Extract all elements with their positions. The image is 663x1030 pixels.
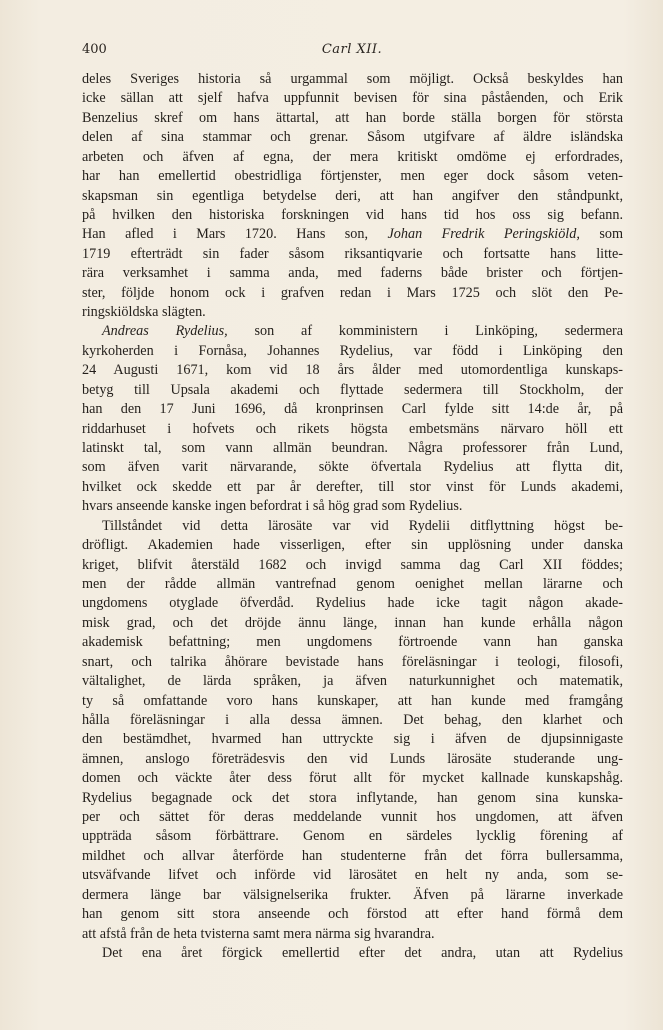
text-line: skapsman sin egentliga betydelse deri, att han angifver den ståndpunkt, xyxy=(82,187,623,204)
text-line: uppträda såsom förbättrare. Genom en särdeles lycklig förening af xyxy=(82,828,623,845)
page-header xyxy=(82,42,622,62)
text-line: dröfligt. Akademien hade visserligen, efter sin upplösning under danska xyxy=(82,537,623,554)
text-line: den bestämdhet, hvarmed han uttryckte sig i äfven de djupsinnigaste xyxy=(82,731,623,748)
text-line: domen och väckte åter dess förut allt för mycket kallnade kunskapshåg. xyxy=(82,770,623,787)
text-line: snart, och talrika åhörare bevistade hans föreläsningar i teologi, filosofi, xyxy=(82,653,623,670)
text-line: misk grad, och det dröjde ännu länge, innan han kunde erhålla någon xyxy=(82,614,623,631)
text-line: som äfven varit närvarande, sökte öfvertala Rydelius att flytta dit, xyxy=(82,459,623,476)
text-line: betyg till Upsala akademi och flyttade sedermera till Stockholm, der xyxy=(82,381,623,398)
text-line: han den 17 Juni 1696, då kronprinsen Carl fylde sitt 14:de år, på xyxy=(82,401,623,418)
text-line: har han emellertid obestridliga förtjenster, men eger dock såsom veten- xyxy=(82,168,623,185)
italic-name: Johan Fredrik Peringskiöld, xyxy=(387,226,580,243)
text-line: utsväfvande lifvet och införde vid lärosätet en helt ny anda, som se- xyxy=(82,867,623,884)
text-line: ringskiöldska slägten. xyxy=(82,304,206,321)
text-line: ämnen, anslogo företrädesvis den vid Lunds lärosäte studerande ung- xyxy=(82,750,623,767)
text-line: vältalighet, de lärda språken, ja äfven naturkunnighet och matematik, xyxy=(82,673,623,690)
text-line: hvars anseende kanske ingen befordrat i så hög grad som Rydelius. xyxy=(82,498,463,515)
text-line: delen af sina stammar och grenar. Såsom utgifvare af äldre isländska xyxy=(82,129,623,146)
body-text xyxy=(82,70,623,963)
text-line: ster, följde honom ock i grafven redan i Mars 1725 och slöt den Pe- xyxy=(82,284,623,301)
text-line: Det ena året förgick emellertid efter det andra, utan att Rydelius xyxy=(102,944,623,961)
text-line: 1719 efterträdt sin fader såsom riksantiqvarie och fortsatte hans litte- xyxy=(82,245,623,262)
text-line: 24 Augusti 1671, kom vid 18 års ålder med utomordentliga kunskaps- xyxy=(82,362,623,379)
text-line: riddarhuset i hofvets och rikets högsta embetsmäns närvaro höll ett xyxy=(82,420,623,437)
page-number: 400 xyxy=(82,42,107,57)
text-segment: som xyxy=(579,226,623,243)
running-title: Carl XII. xyxy=(321,42,383,57)
text-line: mildhet och allvar återförde han studenterne från det förra bullersamma, xyxy=(82,847,623,864)
text-line: Benzelius skref om hans ättartal, att han borde ställa borgen för största xyxy=(82,109,623,126)
text-line xyxy=(82,225,623,244)
text-line: dermera länge bar välsignelserika frukter. Äfven på lärarne inverkade xyxy=(82,886,623,903)
text-line: att afstå från de heta tvisterna samt mera närma sig hvarandra. xyxy=(82,925,435,942)
text-line: ty så omfattande voro hans kunskaper, att han kunde med framgång xyxy=(82,692,623,709)
text-line: kriget, blifvit återstäld 1682 och invigd samma dag Carl XII föddes; xyxy=(82,556,623,573)
text-segment: son af komministern i Linköping, sedermera xyxy=(227,323,624,340)
text-line: akademisk befattning; men ungdomens förtroende vann han ganska xyxy=(82,634,623,651)
text-line: men der rådde allmän vantrefnad genom oenighet mellan lärarne och xyxy=(82,575,623,592)
text-line: Rydelius begagnade ock det stora inflytande, han genom sina kunska- xyxy=(82,789,623,806)
text-line: latinskt tal, som vann allmän beundran. Några professorer från Lund, xyxy=(82,440,623,457)
text-line: hvilket ock skedde ett par år derefter, till stor vinst för Lunds akademi, xyxy=(82,478,623,495)
text-line: deles Sveriges historia så urgammal som möjligt. Också beskyldes han xyxy=(82,71,623,87)
text-line: hålla föreläsningar i alla dessa ämnen. Det behag, den klarhet och xyxy=(82,711,623,728)
text-line: han genom sitt stora anseende och förstod att efter hand förmå dem xyxy=(82,906,623,923)
text-line: kyrkoherden i Fornåsa, Johannes Rydelius, var född i Linköping den xyxy=(82,342,623,359)
italic-name: Andreas Rydelius, xyxy=(102,323,228,340)
text-line xyxy=(82,322,623,341)
text-line: icke sällan att sjelf hafva uppfunnit bevisen för sina påståenden, och Erik xyxy=(82,90,623,107)
text-line: rära verksamhet i samma anda, med faderns både brister och förtjen- xyxy=(82,265,623,282)
text-line: per och sättet för deras meddelande vunnit hos ungdomen, att äfven xyxy=(82,809,623,826)
text-line: arbeten och äfven af egna, der mera kritiskt omdöme ej erfordrades, xyxy=(82,148,623,165)
text-segment: Han afled i Mars 1720. Hans son, xyxy=(82,226,388,243)
text-line: ungdomens otyglade öfverdåd. Rydelius hade icke tagit någon akade- xyxy=(82,595,623,612)
text-line: på hvilken den historiska forskningen vid hans tid hos oss sig befann. xyxy=(82,206,623,223)
text-line: Tillståndet vid detta lärosäte var vid Rydelii ditflyttning högst be- xyxy=(102,517,623,534)
